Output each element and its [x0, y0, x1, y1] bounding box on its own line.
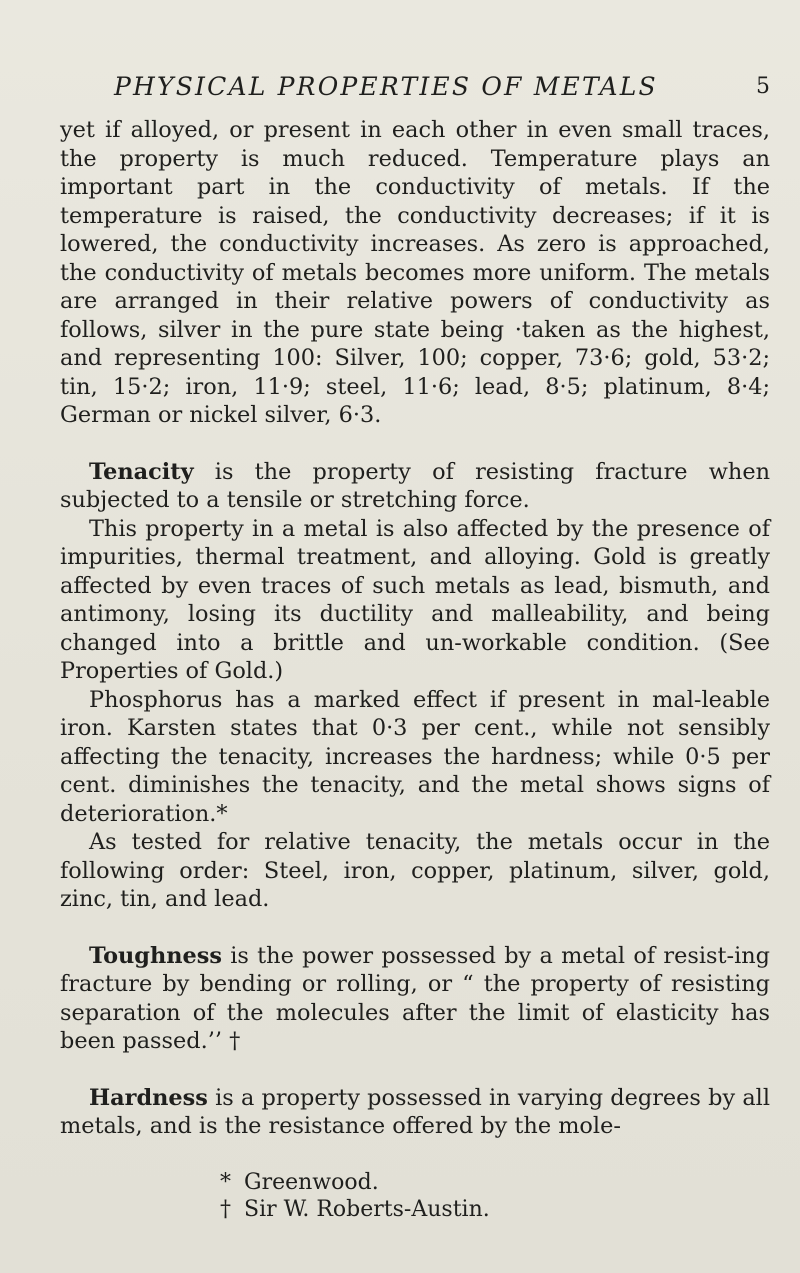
paragraph-tenacity-order: As tested for relative tenacity, the metals occur in the following order: Steel, iron, copper, platinum, silver, gold, zinc, tin, and lead. [60, 829, 770, 912]
footnote-text: Sir W. Roberts-Austin. [244, 1196, 490, 1222]
paragraph-phosphorus: Phosphorus has a marked effect if present in mal-leable iron. Karsten states that 0·3 per cent., while not sensibly affecting the tenacity, increases the hardness; while 0·5 per cent. diminishes the tenacity, and the metal shows signs of deterioration.* [60, 686, 770, 827]
paragraph-conductivity: yet if alloyed, or present in each other in even small traces, the property is much reduced. Temperature plays an important part in the conductivity of metals. If the temperature is raised, the conductivity decreases; if it is lowered, the conductivity increases. As zero is approached, the conductivity of metals becomes more uniform. The metals are arranged in their relative powers of conductivity as follows, silver in the pure state being ·taken as the highest, and representing 100: Silver, 100; copper, 73·6; gold, 53·2; tin, 15·2; iron, 11·9; steel, 11·6; lead, 8·5; platinum, 8·4; German or nickel silver, 6·3. [60, 117, 770, 428]
paragraph-hardness [60, 1084, 770, 1141]
term-tenacity: Tenacity [89, 458, 194, 485]
term-toughness: Toughness [89, 942, 222, 969]
footnote-mark: † [220, 1196, 231, 1222]
page-number: 5 [756, 74, 770, 99]
page-header [60, 70, 770, 114]
tenacity-definition-text: is the property of resisting fracture when subjected to a tensile or stretching force. [60, 458, 770, 513]
paragraph-toughness [60, 942, 770, 1056]
hardness-definition-text: is a property possessed in varying degrees by all metals, and is the resistance offered by the mole- [60, 1084, 770, 1139]
paragraph-tenacity-definition [60, 458, 770, 515]
term-hardness: Hardness [89, 1084, 208, 1111]
body-text [60, 116, 770, 1141]
footnote-text: Greenwood. [244, 1169, 379, 1195]
footnote [220, 1169, 770, 1196]
footnote [220, 1196, 770, 1223]
toughness-definition-text: is the power possessed by a metal of resist-ing fracture by bending or rolling, or “ the property of resisting separation of the molecules after the limit of elasticity has been passed.’’ † [60, 942, 770, 1054]
running-title: PHYSICAL PROPERTIES OF METALS [114, 72, 658, 101]
footnotes [60, 1169, 770, 1223]
footnote-mark: * [220, 1169, 231, 1195]
paragraph-impurities: This property in a metal is also affected by the presence of impurities, thermal treatment, and alloying. Gold is greatly affected by even traces of such metals as lead, bismuth, and antimony, losing its ductility and malleability, and being changed into a brittle and un-workable condition. (See Properties of Gold.) [60, 515, 770, 684]
